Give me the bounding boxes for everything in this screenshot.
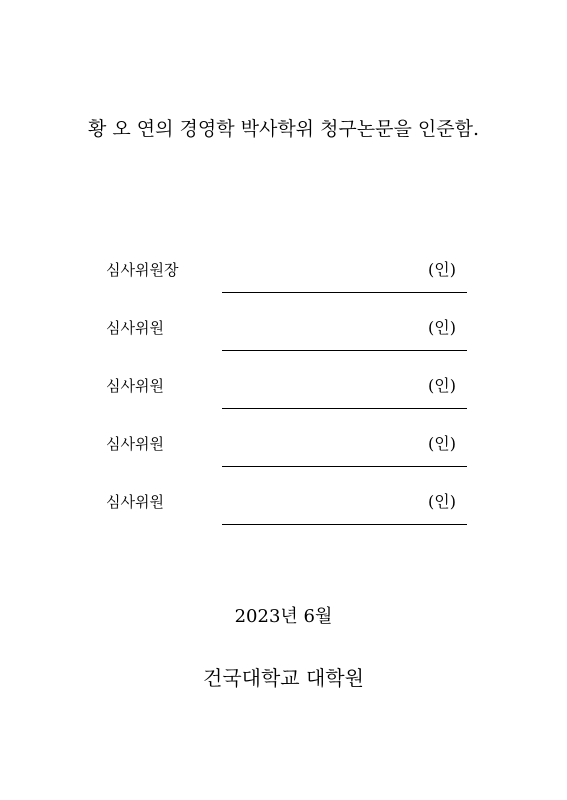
signature-line bbox=[222, 292, 467, 293]
signature-line bbox=[222, 350, 467, 351]
approval-date: 2023년 6월 bbox=[234, 606, 333, 627]
signature-line bbox=[222, 466, 467, 467]
signature-line bbox=[222, 408, 467, 409]
seal-mark: (인) bbox=[428, 434, 456, 453]
committee-row-member-3 bbox=[0, 434, 567, 474]
committee-role-label: 심사위원 bbox=[106, 377, 164, 395]
approval-statement: 황 오 연의 경영학 박사학위 청구논문을 인준함. bbox=[87, 118, 479, 140]
seal-mark: (인) bbox=[428, 260, 456, 279]
university-name: 건국대학교 대학원 bbox=[203, 666, 364, 690]
committee-role-label: 심사위원 bbox=[106, 493, 164, 511]
committee-row-member-1 bbox=[0, 318, 567, 358]
seal-mark: (인) bbox=[428, 318, 456, 337]
committee-role-label: 심사위원장 bbox=[106, 261, 179, 279]
committee-row-chair bbox=[0, 260, 567, 300]
committee-role-label: 심사위원 bbox=[106, 319, 164, 337]
committee-row-member-4 bbox=[0, 492, 567, 532]
seal-mark: (인) bbox=[428, 376, 456, 395]
committee-row-member-2 bbox=[0, 376, 567, 416]
seal-mark: (인) bbox=[428, 492, 456, 511]
committee-role-label: 심사위원 bbox=[106, 435, 164, 453]
signature-line bbox=[222, 524, 467, 525]
